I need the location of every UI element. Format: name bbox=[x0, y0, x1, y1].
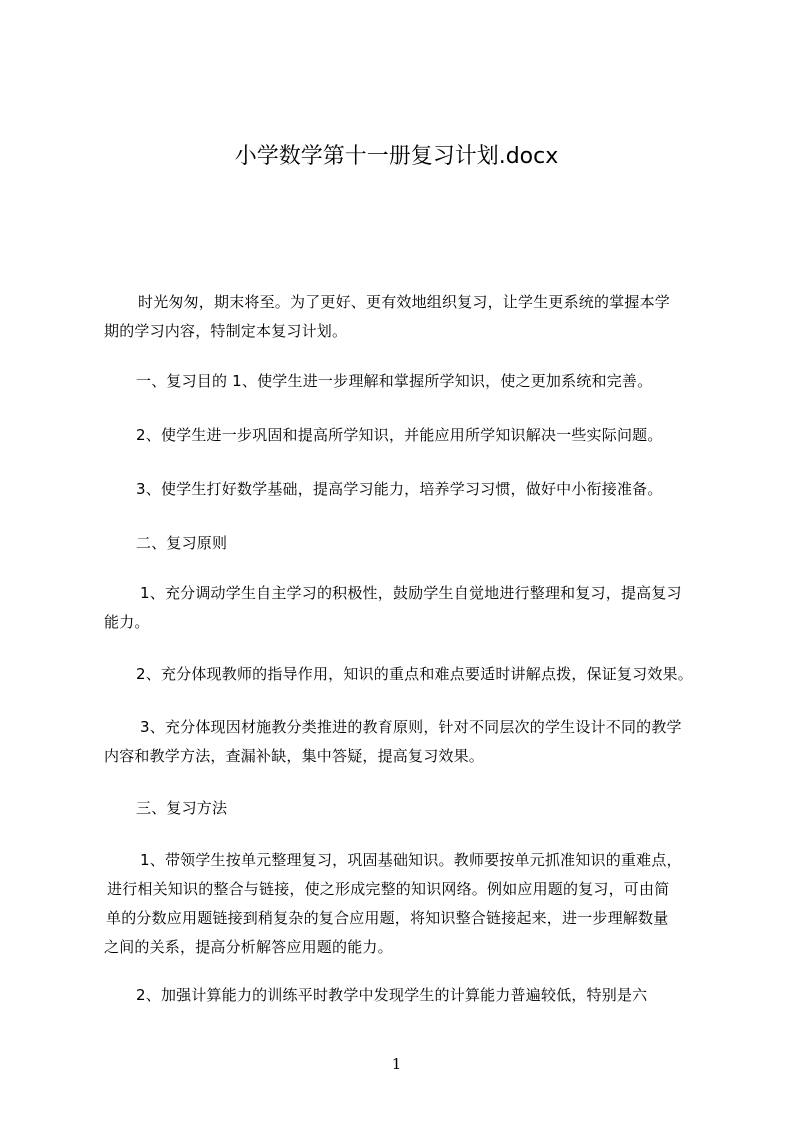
paragraph-line: 时光匆匆，期末将至。为了更好、更有效地组织复习，让学生更系统的掌握本学 bbox=[138, 293, 671, 311]
paragraph-line: 一、复习目的 1、使学生进一步理解和掌握所学知识，使之更加系统和完善。 bbox=[136, 372, 653, 390]
paragraph-method-1 bbox=[104, 846, 716, 962]
paragraph-line: 3、充分体现因材施教分类推进的教育原则，针对不同层次的学生设计不同的教学 bbox=[140, 718, 682, 736]
paragraph-line: 进行相关知识的整合与链接，使之形成完整的知识网络。例如应用题的复习，可由简 bbox=[107, 880, 670, 898]
paragraph-line: 之间的关系，提高分析解答应用题的能力。 bbox=[104, 938, 393, 956]
section-heading: 二、复习原则 bbox=[136, 534, 228, 552]
paragraph-method-2 bbox=[104, 981, 716, 1010]
paragraph-line: 3、使学生打好数学基础，提高学习能力，培养学习习惯，做好中小衔接准备。 bbox=[136, 480, 663, 498]
paragraph-line: 期的学习内容，特制定本复习计划。 bbox=[104, 322, 348, 340]
paragraph-line: 1、带领学生按单元整理复习，巩固基础知识。教师要按单元抓准知识的重难点， bbox=[140, 851, 682, 869]
paragraph-purpose-2 bbox=[104, 421, 716, 450]
paragraph-line: 内容和教学方法，查漏补缺，集中答疑，提高复习效果。 bbox=[104, 747, 485, 765]
paragraph-principle-1 bbox=[104, 579, 716, 637]
section-heading: 三、复习方法 bbox=[136, 799, 228, 817]
page-number: 1 bbox=[391, 1055, 402, 1073]
paragraph-line: 单的分数应用题链接到稍复杂的复合应用题，将知识整合链接起来，进一步理解数量 bbox=[106, 909, 669, 927]
paragraph-purpose-3 bbox=[104, 475, 716, 504]
paragraph-principle-3 bbox=[104, 713, 716, 771]
paragraph-principle-2 bbox=[104, 660, 716, 689]
document-title: 小学数学第十一册复习计划.docx bbox=[234, 144, 559, 169]
section-heading-principles bbox=[104, 529, 716, 558]
paragraph-intro bbox=[104, 288, 716, 346]
paragraph-review-purpose bbox=[104, 367, 716, 396]
paragraph-line: 2、使学生进一步巩固和提高所学知识，并能应用所学知识解决一些实际问题。 bbox=[136, 426, 663, 444]
section-heading-methods bbox=[104, 794, 716, 823]
paragraph-line: 2、充分体现教师的指导作用，知识的重点和难点要适时讲解点拨，保证复习效果。 bbox=[136, 665, 693, 683]
paragraph-line: 能力。 bbox=[104, 613, 150, 631]
paragraph-line: 1、充分调动学生自主学习的积极性，鼓励学生自觉地进行整理和复习，提高复习 bbox=[140, 584, 682, 602]
paragraph-line: 2、加强计算能力的训练平时教学中发现学生的计算能力普遍较低，特别是六 bbox=[136, 986, 648, 1004]
